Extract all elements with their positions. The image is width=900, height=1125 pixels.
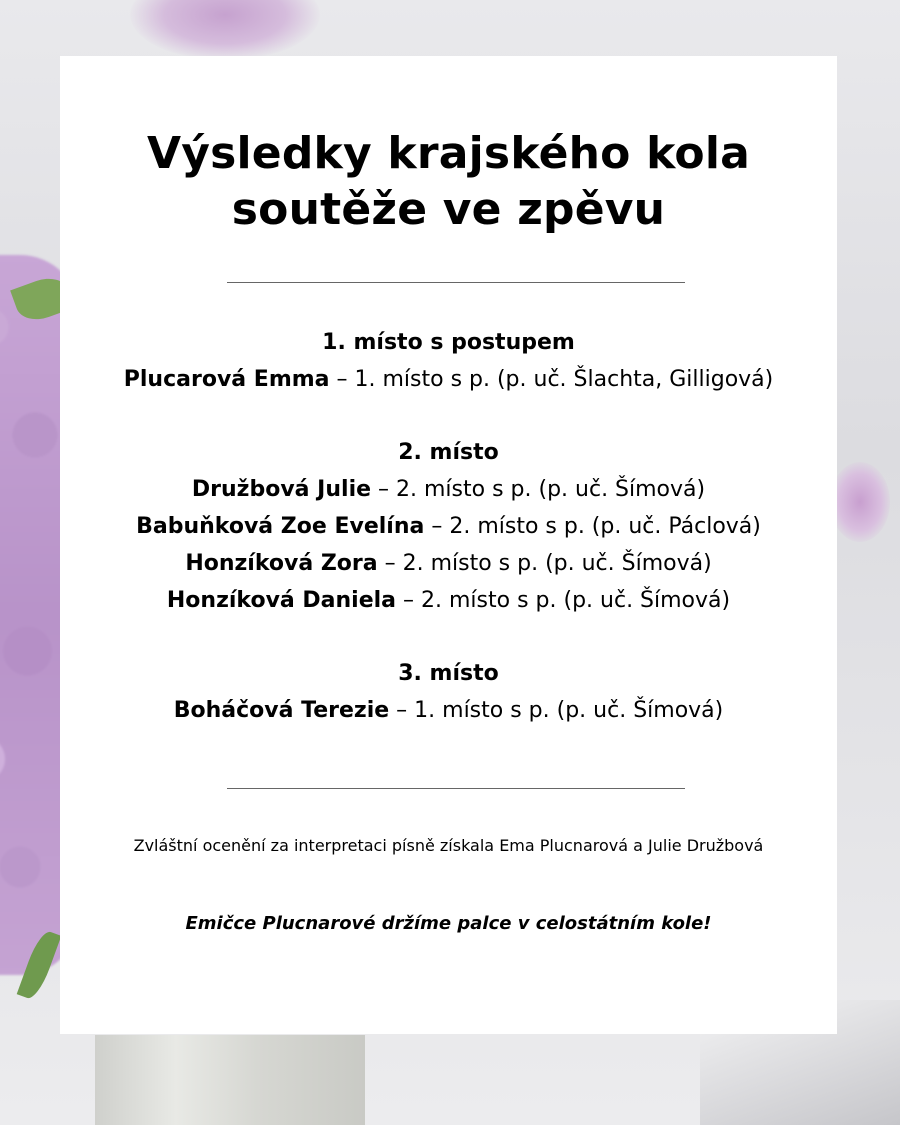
cheer-message: Emičce Plucnarové držíme palce v celostátním kole!: [185, 913, 712, 934]
section-heading-second-place: 2. místo: [398, 440, 499, 465]
divider-bottom: [227, 788, 685, 789]
result-detail: – 2. místo s p. (p. uč. Šímová): [396, 588, 731, 613]
result-detail: – 2. místo s p. (p. uč. Šímová): [371, 477, 706, 502]
result-detail: – 2. místo s p. (p. uč. Páclová): [424, 514, 761, 539]
glass-vase: [95, 1035, 365, 1125]
section-heading-first-place: 1. místo s postupem: [322, 330, 575, 355]
divider-top: [227, 282, 685, 283]
page-title: [60, 126, 837, 238]
result-row: [60, 545, 837, 582]
result-row: [60, 361, 837, 398]
contestant-name: Honzíková Zora: [185, 551, 378, 576]
result-row: [60, 692, 837, 729]
result-row: [60, 508, 837, 545]
lilac-flower-right: [830, 462, 890, 542]
title-line-1: Výsledky krajského kola: [146, 128, 750, 179]
contestant-name: Družbová Julie: [191, 477, 372, 502]
result-detail: – 2. místo s p. (p. uč. Šímová): [377, 551, 712, 576]
results-card: [60, 56, 837, 1034]
result-detail: – 1. místo s p. (p. uč. Šímová): [389, 698, 724, 723]
result-row: [60, 471, 837, 508]
contestant-name: Plucarová Emma: [123, 367, 330, 392]
contestant-name: Honzíková Daniela: [166, 588, 397, 613]
contestant-name: Babuňková Zoe Evelína: [136, 514, 425, 539]
special-award-text: Zvláštní ocenění za interpretaci písně získala Ema Plucnarová a Julie Družbová: [133, 836, 764, 855]
lilac-flower-top: [130, 0, 320, 60]
contestant-name: Boháčová Terezie: [173, 698, 390, 723]
title-line-2: soutěže ve zpěvu: [231, 184, 666, 235]
result-detail: – 1. místo s p. (p. uč. Šlachta, Gilligová): [329, 367, 774, 392]
result-row: [60, 582, 837, 619]
results-list: [60, 324, 837, 729]
section-heading-third-place: 3. místo: [398, 661, 499, 686]
